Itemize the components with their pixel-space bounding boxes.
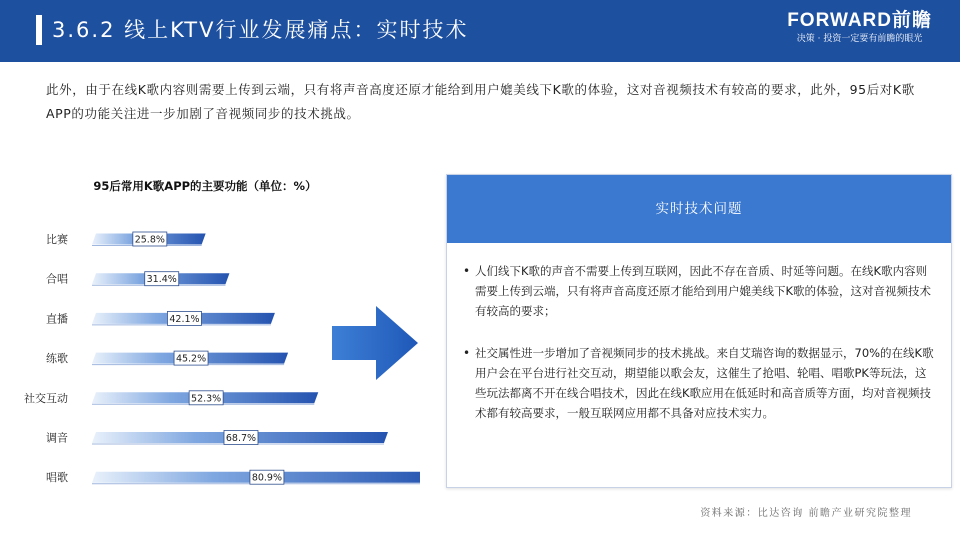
header-banner	[0, 0, 960, 62]
bullet-text: 社交属性进一步增加了音视频同步的技术挑战。来自艾瑞咨询的数据显示，70%的在线K歌用户会在平台进行社交互动，期望能以歌会友，这催生了抢唱、轮唱、唱歌PK等玩法，这些玩法都离不开在线合唱技术，因此在线K歌应用在低延时和高音质等方面，均对音视频技术都有较高要求，一般互联网应用都不具备对应技术实力。	[475, 346, 934, 420]
brand-name: FORWARD前瞻	[787, 10, 932, 31]
tech-issue-panel	[446, 174, 952, 488]
value-label: 52.3%	[191, 393, 222, 405]
chart-title: 95后常用K歌APP的主要功能（单位：%）	[93, 179, 317, 193]
page-title: 3.6.2 线上KTV行业发展痛点：实时技术	[52, 18, 469, 42]
intro-paragraph: 此外，由于在线K歌内容则需要上传到云端，只有将声音高度还原才能给到用户媲美线下K歌的体验，这对音视频技术有较高的要求，此外，95后对K歌APP的功能关注进一步加剧了音视频同步的技术挑战。	[46, 82, 915, 121]
bullet-icon: •	[463, 264, 471, 278]
category-label: 比赛	[46, 233, 68, 246]
value-label: 25.8%	[134, 234, 165, 246]
bullet-text: 人们线下K歌的声音不需要上传到互联网，因此不存在音质、时延等问题。在线K歌内容则需要上传到云端，只有将声音高度还原才能给到用户媲美线下K歌的体验，这对音视频技术有较高的要求；	[475, 264, 932, 318]
panel-title: 实时技术问题	[655, 201, 743, 217]
list-item	[463, 343, 937, 423]
category-label: 练歌	[46, 352, 68, 366]
right-arrow-icon	[332, 306, 418, 380]
value-label: 68.7%	[225, 433, 257, 444]
brand-slogan: 决策 · 投资一定要有前瞻的眼光	[796, 34, 923, 44]
category-label: 直播	[46, 312, 68, 326]
list-item	[463, 261, 937, 321]
category-label: 社交互动	[24, 391, 68, 405]
value-label: 31.4%	[146, 274, 177, 286]
value-label: 45.2%	[175, 353, 207, 365]
bullet-icon: •	[463, 346, 471, 360]
panel-header	[447, 175, 951, 243]
value-label: 80.9%	[251, 472, 283, 484]
header-accent-bar	[36, 15, 42, 45]
value-label: 42.1%	[169, 313, 200, 325]
panel-body	[463, 261, 937, 445]
category-label: 调音	[46, 431, 68, 445]
category-label: 唱歌	[46, 471, 68, 485]
category-label: 合唱	[46, 272, 68, 286]
brand-logo	[787, 10, 932, 46]
source-note: 资料来源：比达咨询 前瞻产业研究院整理	[700, 508, 912, 519]
